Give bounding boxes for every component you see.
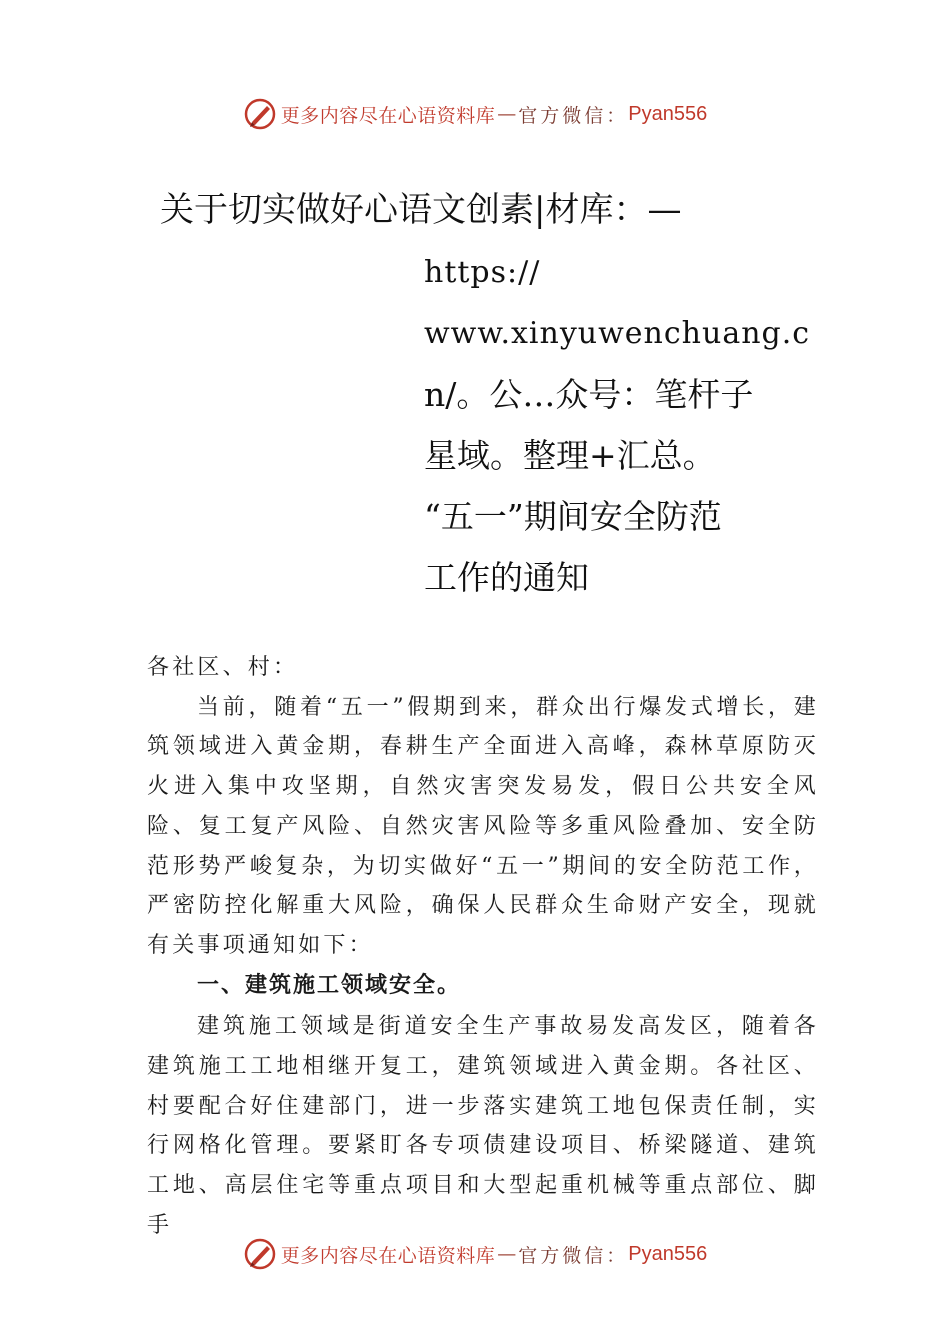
footer-banner [0,1232,950,1276]
banner-wechat-label: 官方微信： [518,104,629,127]
title-line: 星域。整理+汇总。 [424,436,716,475]
title-line: https:// [424,255,541,290]
document-title-block [424,242,811,608]
banner-text: 更多内容尽在心语资料库 [280,104,496,127]
document-body [147,648,819,1246]
banner-wechat-id: Pyan556 [628,102,708,125]
title-line: “五一”期间安全防范 [424,497,722,536]
banner-text: 更多内容尽在心语资料库 [280,1244,496,1267]
banner-separator: — [497,103,517,125]
title-line: 工作的通知 [424,558,589,597]
header-banner [0,92,950,136]
banner-wechat-label: 官方微信： [518,1244,629,1267]
pen-logo-icon [243,97,277,131]
document-title-line-1: 关于切实做好心语文创素|材库：— [160,190,682,230]
salutation: 各社区、村： [147,655,299,680]
paragraph: 当前，随着“五一”假期到来，群众出行爆发式增长，建筑领域进入黄金期，春耕生产全面进入高峰，森林草原防灭火进入集中攻坚期，自然灾害突发易发，假日公共安全风险、复工复产风险、自然灾害风险等多重风险叠加、安全防范形势严峻复杂，为切实做好“五一”期间的安全防范工作，严密防控化解重大风险，确保人民群众生命财产安全，现就有关事项通知如下： [147,694,819,958]
banner-wechat-id: Pyan556 [628,1242,708,1265]
title-line: n/。公…众号：笔杆子 [424,375,754,414]
title-line: www.xinyuwenchuang.c [424,316,811,351]
pen-logo-icon [243,1237,277,1271]
paragraph: 建筑施工领域是街道安全生产事故易发高发区，随着各建筑施工工地相继开复工，建筑领域进入黄金期。各社区、 村要配合好住建部门，进一步落实建筑工地包保责任制，实行网格化管理。要紧盯各专项债建设项目、桥梁隧道、建筑工地、高层住宅等重点项目和大型起重机械等重点部位、脚手 [147,1014,819,1238]
banner-separator: — [497,1243,517,1265]
section-heading: 一、建筑施工领域安全。 [197,972,462,998]
